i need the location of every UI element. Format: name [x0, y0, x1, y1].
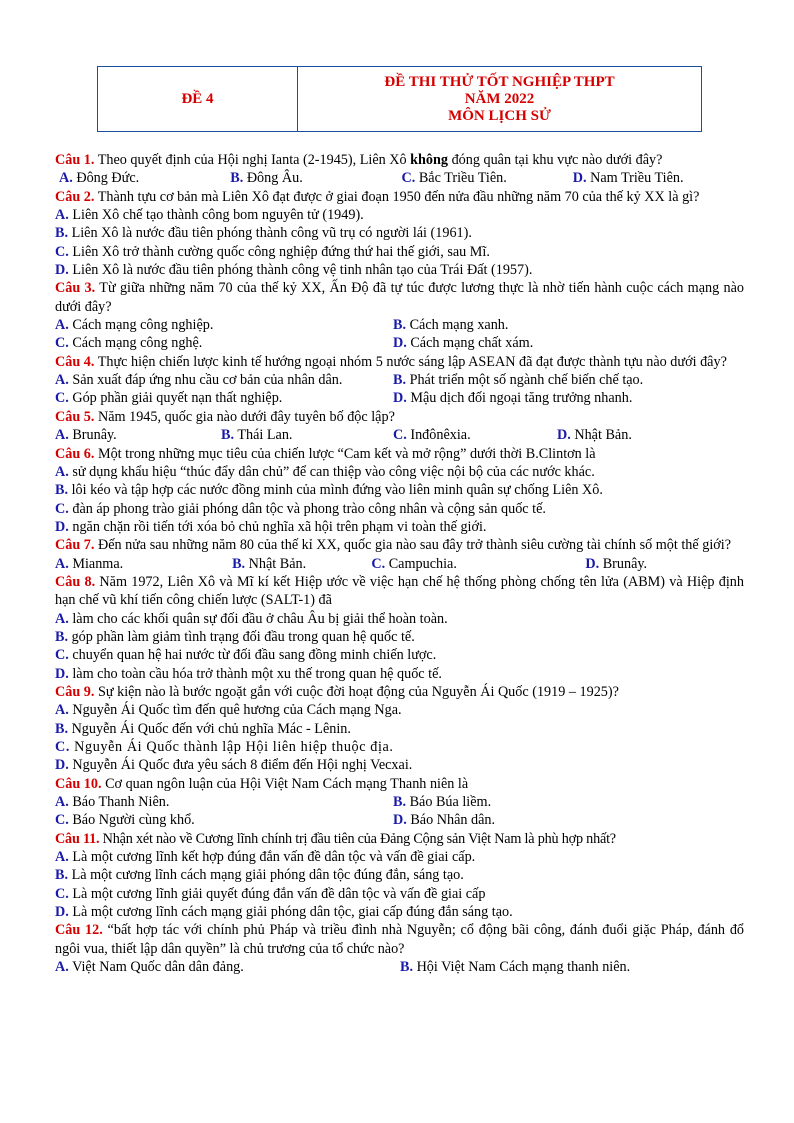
question-text: Thực hiện chiến lược kinh tế hướng ngoại nhóm 5 nước sáng lập ASEAN đã đạt được thành tựu nào dưới đây?: [94, 353, 727, 370]
question-11: [55, 830, 744, 848]
options-row: [55, 426, 744, 444]
option-a: A. Đông Đức.: [59, 170, 140, 187]
options-row: [55, 371, 744, 389]
question-text: Nhận xét nào về Cương lĩnh chính trị đầu tiên của Đảng Cộng sản Việt Nam là phù hợp nhất?: [99, 830, 616, 847]
question-number: Câu 7.: [55, 537, 95, 554]
question-number: Câu 5.: [55, 408, 95, 425]
option-b: B. Đông Âu.: [230, 170, 303, 187]
question-8: [55, 573, 744, 610]
options-row: [55, 169, 744, 187]
option-b: B. lôi kéo và tập hợp các nước đồng minh của mình đứng vào liên minh quân sự chống Liên Xô.: [55, 482, 603, 499]
question-2: [55, 188, 744, 206]
option-a: A. làm cho các khối quân sự đối đầu ở châu Âu bị giải thể hoàn toàn.: [55, 610, 448, 627]
question-text: Năm 1945, quốc gia nào dưới đây tuyên bố độc lập?: [94, 408, 395, 425]
option-a: A. Là một cương lĩnh kết hợp đúng đắn vấn đề dân tộc và vấn đề giai cấp.: [55, 849, 476, 866]
option-b: B. Hội Việt Nam Cách mạng thanh niên.: [400, 959, 631, 976]
question-text: Đến nửa sau những năm 80 của thế kỉ XX, quốc gia nào sau đây trở thành siêu cường tài chính số một thế giới?: [94, 537, 732, 554]
option-a: A. Sản xuất đáp ứng nhu cầu cơ bản của nhân dân.: [55, 372, 343, 389]
exam-title-line2: NĂM 2022: [464, 90, 535, 107]
question-number: Câu 11.: [55, 830, 100, 847]
option-c: C. Là một cương lĩnh giải quyết đúng đắn vấn đề dân tộc và vấn đề giai cấp: [55, 885, 486, 902]
options-row: [55, 389, 744, 407]
options-row: [55, 334, 744, 352]
option-d: D. Là một cương lĩnh cách mạng giải phóng dân tộc, giai cấp đúng đắn sáng tạo.: [55, 904, 513, 921]
option-c: C. Góp phần giải quyết nạn thất nghiệp.: [55, 390, 283, 407]
option-a: A. Báo Thanh Niên.: [55, 794, 170, 811]
question-10: [55, 775, 744, 793]
option-c: C. đàn áp phong trào giải phóng dân tộc và phong trào công nhân và cộng sản quốc tế.: [55, 500, 546, 517]
question-7: [55, 536, 744, 554]
options-row: [55, 811, 744, 829]
question-1: [55, 151, 744, 169]
question-3: [55, 279, 744, 316]
question-number: Câu 9.: [55, 683, 95, 700]
question-5: [55, 408, 744, 426]
question-text: Sự kiện nào là bước ngoặt gắn với cuộc đời hoạt động của Nguyễn Ái Quốc (1919 – 1925)?: [94, 683, 619, 700]
option-d: D. Nhật Bản.: [557, 427, 632, 444]
option-b: B. Báo Búa liềm.: [393, 794, 492, 811]
options-row: [55, 316, 744, 334]
question-text: Thành tựu cơ bản mà Liên Xô đạt được ở giai đoạn 1950 đến nửa đầu những năm 70 của thế kỷ XX là gì?: [94, 188, 700, 205]
exam-code: ĐỀ 4: [181, 90, 214, 107]
option-d: D. Brunây.: [585, 555, 648, 572]
option-a: A. Nguyễn Ái Quốc tìm đến quê hương của Cách mạng Nga.: [55, 702, 402, 719]
option-c: C. Campuchia.: [371, 555, 457, 572]
options-row: [55, 958, 744, 976]
question-number: Câu 1.: [55, 152, 95, 168]
option-a: A. Brunây.: [55, 427, 117, 444]
question-6: [55, 445, 744, 463]
option-d: D. Cách mạng chất xám.: [393, 335, 534, 352]
exam-title-line3: MÔN LỊCH SỬ: [448, 107, 551, 124]
question-12: [55, 921, 744, 958]
option-a: A. Mianma.: [55, 555, 124, 572]
option-c: C. Nguyễn Ái Quốc thành lập Hội liên hiệp thuộc địa.: [55, 739, 394, 755]
question-text: Năm 1972, Liên Xô và Mĩ kí kết Hiệp ước về việc hạn chế hệ thống phòng chống tên lửa (ABM) và Hiệp định hạn chế vũ khí tiến công chiến lược (SALT-1) đã: [55, 573, 744, 609]
options-row: [55, 793, 744, 811]
option-c: C. Báo Người cùng khổ.: [55, 812, 195, 829]
option-b: B. Cách mạng xanh.: [393, 317, 509, 334]
question-text: Từ giữa những năm 70 của thế kỷ XX, Ấn Độ đã tự túc được lương thực là nhờ tiến hành cuộc cách mạng nào dưới đây?: [55, 280, 744, 315]
option-d: D. Báo Nhân dân.: [393, 812, 496, 829]
question-emphasis: không: [410, 152, 449, 168]
option-a: A. Cách mạng công nghiệp.: [55, 317, 214, 334]
question-text: Theo quyết định của Hội nghị Ianta (2-1945), Liên Xô: [94, 152, 411, 168]
option-a: A. Liên Xô chế tạo thành công bom nguyên tử (1949).: [55, 207, 364, 224]
option-c: C. Inđônêxia.: [393, 427, 471, 444]
question-list: [55, 151, 744, 976]
option-b: B. Nguyễn Ái Quốc đến với chủ nghĩa Mác - Lênin.: [55, 720, 351, 737]
exam-header-box: [97, 66, 702, 132]
option-b: B. Thái Lan.: [221, 427, 293, 444]
option-b: B. Liên Xô là nước đầu tiên phóng thành công vũ trụ có người lái (1961).: [55, 225, 472, 242]
option-d: D. Mậu dịch đối ngoại tăng trưởng nhanh.: [393, 390, 633, 407]
question-number: Câu 6.: [55, 445, 95, 462]
option-d: D. Nam Triều Tiên.: [572, 170, 684, 187]
option-b: B. Là một cương lĩnh cách mạng giải phóng dân tộc đúng đắn, sáng tạo.: [55, 867, 464, 884]
question-number: Câu 2.: [55, 188, 95, 205]
option-a: A. Việt Nam Quốc dân dân đảng.: [55, 959, 244, 976]
option-d: D. ngăn chặn rồi tiến tới xóa bỏ chủ nghĩa xã hội trên phạm vi toàn thế giới.: [55, 518, 487, 535]
question-number: Câu 3.: [55, 280, 96, 297]
option-b: B. góp phần làm giảm tình trạng đối đầu trong quan hệ quốc tế.: [55, 628, 415, 645]
question-number: Câu 12.: [55, 922, 103, 939]
question-4: [55, 353, 744, 371]
option-d: D. Nguyễn Ái Quốc đưa yêu sách 8 điểm đến Hội nghị Vecxai.: [55, 757, 413, 774]
option-b: B. Nhật Bản.: [232, 555, 307, 572]
option-a: A. sử dụng khẩu hiệu “thúc đẩy dân chủ” để can thiệp vào công việc nội bộ của các nước khác.: [55, 463, 595, 480]
question-number: Câu 4.: [55, 353, 95, 370]
option-c: C. Cách mạng công nghệ.: [55, 335, 203, 352]
question-9: [55, 683, 744, 701]
exam-title-cell: [298, 67, 701, 131]
option-d: D. làm cho toàn cầu hóa trở thành một xu thế trong quan hệ quốc tế.: [55, 665, 442, 682]
option-c: C. Liên Xô trở thành cường quốc công nghiệp đứng thứ hai thế giới, sau Mĩ.: [55, 243, 490, 260]
question-number: Câu 8.: [55, 573, 96, 590]
option-b: B. Phát triển một số ngành chế biến chế tạo.: [393, 372, 644, 389]
option-d: D. Liên Xô là nước đầu tiên phóng thành công vệ tinh nhân tạo của Trái Đất (1957).: [55, 262, 533, 279]
question-text: “bất hợp tác với chính phủ Pháp và triều đình nhà Nguyễn; cổ động bãi công, đánh đuổi giặc Pháp, đánh đổ ngôi vua, thiết lập dân quyền” là chủ trương của tổ chức nào?: [55, 922, 745, 957]
options-row: [55, 555, 744, 573]
option-c: C. chuyển quan hệ hai nước từ đối đầu sang đồng minh chiến lược.: [55, 647, 437, 664]
question-text: đóng quân tại khu vực nào dưới đây?: [448, 152, 663, 168]
exam-code-cell: [98, 67, 298, 131]
question-text: Một trong những mục tiêu của chiến lược “Cam kết và mở rộng” dưới thời B.Clintơn là: [94, 445, 596, 462]
question-number: Câu 10.: [55, 775, 102, 792]
option-c: C. Bắc Triều Tiên.: [401, 170, 507, 187]
exam-title-line1: ĐỀ THI THỬ TỐT NGHIỆP THPT: [384, 73, 615, 90]
question-text: Cơ quan ngôn luận của Hội Việt Nam Cách mạng Thanh niên là: [101, 775, 469, 792]
